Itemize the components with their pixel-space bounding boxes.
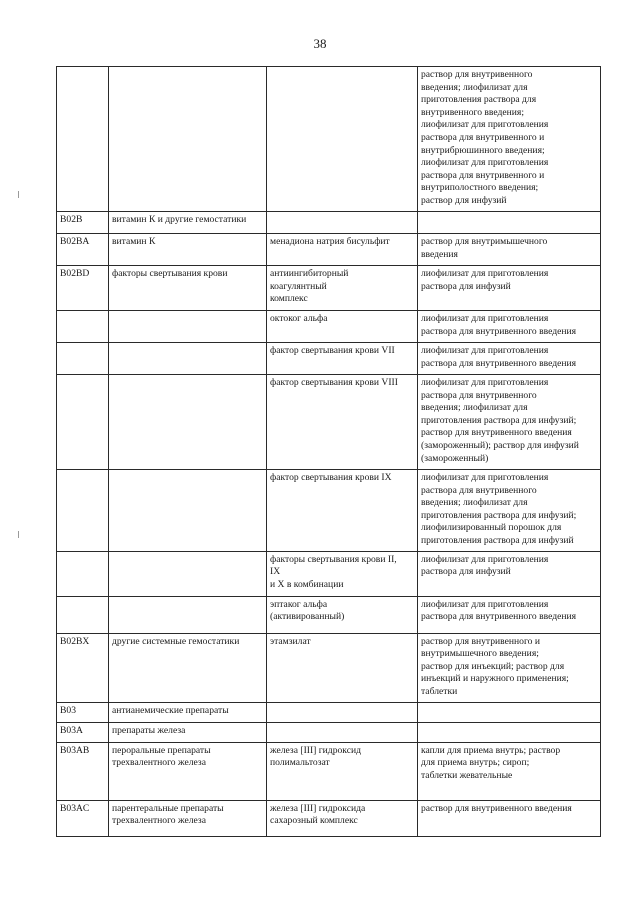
drug-name-cell: фактор свертывания крови IX <box>267 470 418 552</box>
atc-code-cell <box>57 596 109 633</box>
atc-code-cell <box>57 551 109 596</box>
drug-name-cell: фактор свертывания крови VIII <box>267 375 418 470</box>
table-row <box>57 311 601 343</box>
table-row <box>57 742 601 800</box>
atc-code-cell: B03A <box>57 722 109 742</box>
table-row <box>57 722 601 742</box>
drug-name-cell: железа [III] гидроксид полимальтозат <box>267 742 418 800</box>
table-row <box>57 800 601 836</box>
anatomical-group-cell: другие системные гемостатики <box>109 633 267 702</box>
table-row <box>57 212 601 234</box>
atc-code-cell <box>57 343 109 375</box>
dosage-form-cell <box>418 212 601 234</box>
dosage-form-cell: лиофилизат для приготовления раствора для внутривенного введения <box>418 343 601 375</box>
anatomical-group-cell <box>109 596 267 633</box>
dosage-form-cell: лиофилизат для приготовления раствора для внутривенного введения <box>418 311 601 343</box>
anatomical-group-cell: парентеральные препараты трехвалентного железа <box>109 800 267 836</box>
atc-code-cell <box>57 470 109 552</box>
drug-name-cell <box>267 212 418 234</box>
drug-name-cell: антиингибиторный коагулянтный комплекс <box>267 266 418 311</box>
drug-name-cell <box>267 702 418 722</box>
anatomical-group-cell <box>109 551 267 596</box>
anatomical-group-cell <box>109 67 267 212</box>
table-row <box>57 266 601 311</box>
table-row <box>57 375 601 470</box>
anatomical-group-cell: витамин К <box>109 234 267 266</box>
anatomical-group-cell: препараты железа <box>109 722 267 742</box>
dosage-form-cell <box>418 722 601 742</box>
table-row <box>57 470 601 552</box>
atc-code-cell: B02B <box>57 212 109 234</box>
drug-name-cell <box>267 722 418 742</box>
dosage-form-cell <box>418 702 601 722</box>
drug-name-cell <box>267 67 418 212</box>
dosage-form-cell: капли для приема внутрь; раствор для приема внутрь; сироп; таблетки жевательные <box>418 742 601 800</box>
dosage-form-cell: лиофилизат для приготовления раствора для внутривенного введения; лиофилизат для приготовления раствора для инфузий; лиофилизированный порошок для приготовления раствора для инфузий <box>418 470 601 552</box>
anatomical-group-cell: витамин К и другие гемостатики <box>109 212 267 234</box>
atc-code-cell <box>57 375 109 470</box>
dosage-form-cell: раствор для внутривенного введения; лиофилизат для приготовления раствора для внутривенного введения; лиофилизат для приготовления раствора для внутривенного и внутрибрюшинного введения; лиофилизат для приготовления раствора для внутривенного и внутриполостного введения; раствор для инфузий <box>418 67 601 212</box>
dosage-form-cell: лиофилизат для приготовления раствора для внутривенного введения; лиофилизат для приготовления раствора для инфузий; раствор для внутривенного введения (замороженный); раствор для инфузий (замороженный) <box>418 375 601 470</box>
atc-code-cell: B03AB <box>57 742 109 800</box>
atc-code-cell: B02BD <box>57 266 109 311</box>
anatomical-group-cell <box>109 470 267 552</box>
atc-code-cell: B02BX <box>57 633 109 702</box>
drug-name-cell: фактор свертывания крови VII <box>267 343 418 375</box>
table-row <box>57 234 601 266</box>
drug-name-cell: железа [III] гидроксида сахарозный комплекс <box>267 800 418 836</box>
atc-code-cell <box>57 311 109 343</box>
anatomical-group-cell: факторы свертывания крови <box>109 266 267 311</box>
drug-name-cell: этамзилат <box>267 633 418 702</box>
page-number: 38 <box>313 36 327 51</box>
table-row <box>57 702 601 722</box>
table-row <box>57 596 601 633</box>
drug-name-cell: октоког альфа <box>267 311 418 343</box>
dosage-form-cell: раствор для внутривенного и внутримышечного введения; раствор для инъекций; раствор для инъекций и наружного применения; таблетки <box>418 633 601 702</box>
drug-name-cell: менадиона натрия бисульфит <box>267 234 418 266</box>
dosage-form-cell: лиофилизат для приготовления раствора для инфузий <box>418 266 601 311</box>
drug-name-cell: эптаког альфа (активированный) <box>267 596 418 633</box>
table-row <box>57 343 601 375</box>
dosage-form-cell: раствор для внутривенного введения <box>418 800 601 836</box>
anatomical-group-cell: антианемические препараты <box>109 702 267 722</box>
table-row <box>57 551 601 596</box>
atc-code-cell: B03AC <box>57 800 109 836</box>
dosage-form-cell: лиофилизат для приготовления раствора для внутривенного введения <box>418 596 601 633</box>
anatomical-group-cell: пероральные препараты трехвалентного железа <box>109 742 267 800</box>
margin-mark <box>18 531 19 538</box>
margin-mark <box>18 191 19 198</box>
anatomical-group-cell <box>109 343 267 375</box>
atc-code-cell <box>57 67 109 212</box>
dosage-form-cell: лиофилизат для приготовления раствора для инфузий <box>418 551 601 596</box>
drug-name-cell: факторы свертывания крови II, IX и X в комбинации <box>267 551 418 596</box>
dosage-form-cell: раствор для внутримышечного введения <box>418 234 601 266</box>
atc-code-cell: B03 <box>57 702 109 722</box>
anatomical-group-cell <box>109 311 267 343</box>
table-row <box>57 633 601 702</box>
table-row <box>57 67 601 212</box>
atc-code-cell: B02BA <box>57 234 109 266</box>
drug-classification-table <box>56 66 601 837</box>
anatomical-group-cell <box>109 375 267 470</box>
